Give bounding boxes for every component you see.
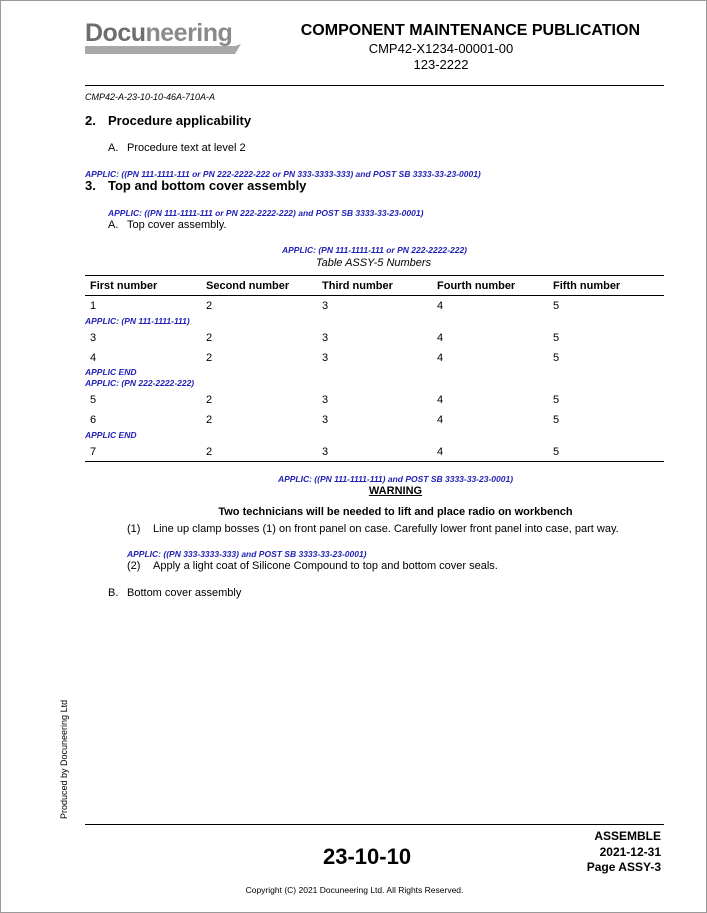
table-row [85, 300, 664, 314]
section-2-item-text: Procedure text at level 2 [127, 142, 246, 154]
table-cell: 2 [206, 394, 213, 406]
logo-text-part2: neering [145, 19, 233, 47]
table-applic-end-2: APPLIC END [85, 430, 137, 440]
table-cell: 3 [322, 352, 329, 364]
table-cell: 2 [206, 332, 213, 344]
footer-date: 2021-12-31 [599, 845, 661, 859]
table-row [85, 446, 664, 460]
logo-text-part1: Docu [85, 19, 146, 47]
document-number: CMP42-X1234-00001-00 [368, 41, 514, 56]
step-2-number: (2) [127, 560, 141, 572]
table-caption: Table ASSY-5 Numbers [315, 257, 432, 269]
table-bottom-border [85, 461, 664, 462]
table-cell: 3 [322, 414, 329, 426]
table-cell: 3 [322, 332, 329, 344]
applic-section-3a: APPLIC: ((PN 111-1111-111 or PN 222-2222-222) and POST SB 3333-33-23-0001) [108, 208, 424, 218]
publication-title: COMPONENT MAINTENANCE PUBLICATION [300, 22, 640, 39]
table-header-row [85, 280, 664, 294]
column-header: Fourth number [437, 280, 516, 292]
table-row [85, 332, 664, 346]
table-cell: 4 [437, 414, 444, 426]
table-header-divider [85, 295, 664, 296]
table-applic-1: APPLIC: (PN 111-1111-111) [85, 316, 190, 326]
table-cell: 5 [553, 394, 560, 406]
step-2-text: Apply a light coat of Silicone Compound to top and bottom cover seals. [153, 560, 498, 572]
table-cell: 5 [553, 446, 560, 458]
column-header: Third number [322, 280, 393, 292]
table-cell: 4 [90, 352, 97, 364]
step-1-text: Line up clamp bosses (1) on front panel on case. Carefully lower front panel into case, part way. [153, 523, 619, 535]
table-cell: 4 [437, 446, 444, 458]
table-cell: 6 [90, 414, 97, 426]
chapter-code: 23-10-10 [323, 844, 412, 869]
table-cell: 5 [553, 332, 560, 344]
header-divider [85, 85, 664, 86]
warning-applic: APPLIC: ((PN 111-1111-111) and POST SB 3333-33-23-0001) [277, 474, 514, 484]
table-applic-end-1: APPLIC END [85, 367, 137, 377]
table-cell: 3 [90, 332, 97, 344]
copyright-notice: Copyright (C) 2021 Docuneering Ltd. All Rights Reserved. [245, 885, 464, 895]
table-cell: 2 [206, 300, 213, 312]
table-applic: APPLIC: (PN 111-1111-111 or PN 222-2222-222) [281, 245, 468, 255]
section-2-number: 2. [85, 113, 96, 128]
table-cell: 5 [553, 352, 560, 364]
section-3-title: Top and bottom cover assembly [108, 178, 307, 193]
data-module-code: CMP42-A-23-10-10-46A-710A-A [85, 92, 216, 102]
table-cell: 3 [322, 446, 329, 458]
footer-section: ASSEMBLE [594, 829, 661, 843]
item-b-text: Bottom cover assembly [127, 587, 242, 599]
table-cell: 2 [206, 446, 213, 458]
table-cell: 5 [553, 300, 560, 312]
applic-section-3: APPLIC: ((PN 111-1111-111 or PN 222-2222-222 or PN 333-3333-333) and POST SB 3333-33-23-0001) [85, 169, 481, 179]
table-top-border [85, 275, 664, 276]
table-row [85, 414, 664, 428]
item-b-letter: B. [108, 587, 119, 599]
table-cell: 3 [322, 394, 329, 406]
table-cell: 3 [322, 300, 329, 312]
section-2-item-letter: A. [108, 142, 119, 154]
table-cell: 1 [90, 300, 97, 312]
table-cell: 7 [90, 446, 97, 458]
column-header: Fifth number [553, 280, 621, 292]
footer-page: Page ASSY-3 [586, 860, 661, 874]
table-cell: 2 [206, 414, 213, 426]
section-3-item-letter: A. [108, 219, 119, 231]
warning-label: WARNING [368, 485, 423, 497]
step-2-applic: APPLIC: ((PN 333-3333-333) and POST SB 3333-33-23-0001) [127, 549, 367, 559]
table-cell: 2 [206, 352, 213, 364]
table-cell: 5 [553, 414, 560, 426]
logo-swoosh-icon [85, 44, 241, 56]
column-header: First number [90, 280, 158, 292]
table-cell: 4 [437, 394, 444, 406]
section-3-number: 3. [85, 178, 96, 193]
footer-divider [85, 824, 664, 825]
reference-number: 123-2222 [413, 57, 469, 72]
table-row [85, 394, 664, 408]
column-header: Second number [206, 280, 290, 292]
table-applic-2: APPLIC: (PN 222-2222-222) [85, 378, 195, 388]
table-cell: 5 [90, 394, 97, 406]
producer-sidebar-text: Produced by Docuneering Ltd [59, 699, 69, 819]
warning-text: Two technicians will be needed to lift and place radio on workbench [218, 506, 573, 518]
step-1-number: (1) [127, 523, 141, 535]
section-2-title: Procedure applicability [108, 113, 252, 128]
table-cell: 4 [437, 332, 444, 344]
table-row [85, 352, 664, 366]
section-3-item-text: Top cover assembly. [127, 219, 227, 231]
table-cell: 4 [437, 300, 444, 312]
table-cell: 4 [437, 352, 444, 364]
